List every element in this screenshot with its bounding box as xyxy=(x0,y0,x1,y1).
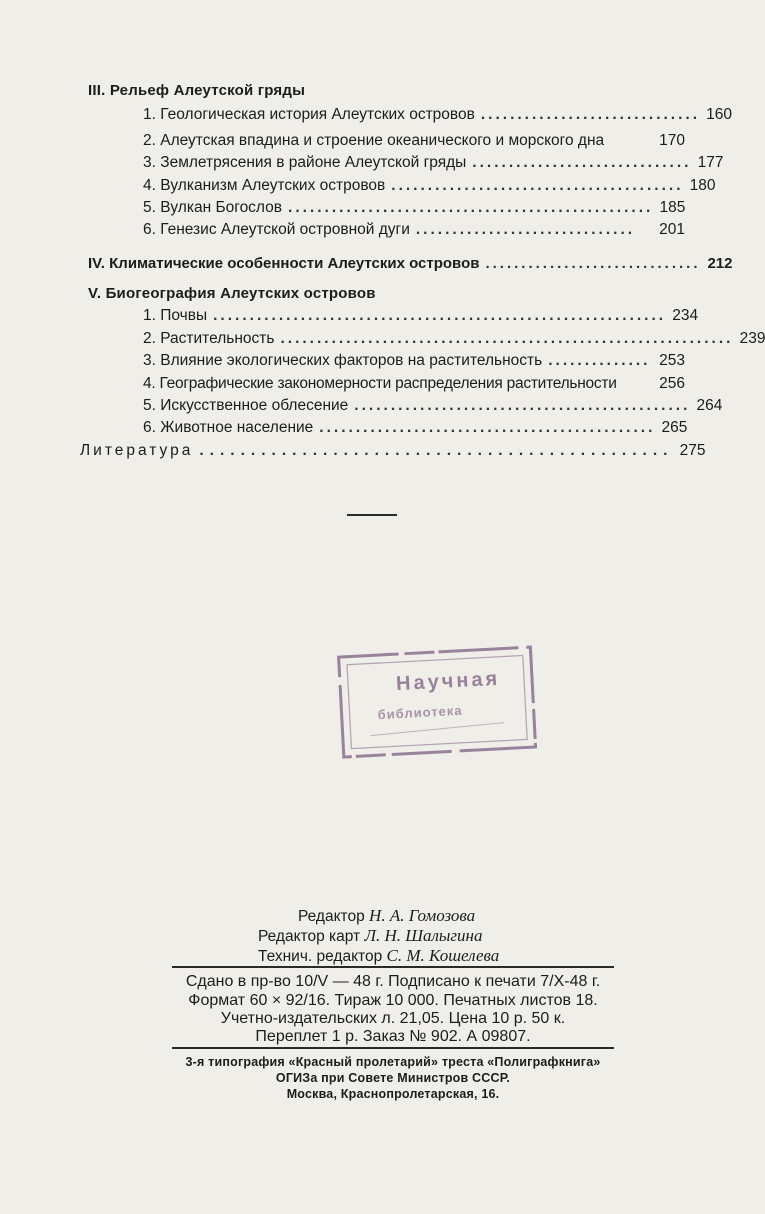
toc-label: 2. Растительность xyxy=(143,330,275,347)
toc-page: 170 xyxy=(659,132,685,149)
map-editor-role: Редактор карт xyxy=(258,928,361,945)
stamp-text-1: Научная xyxy=(395,667,501,696)
dot-leader: .............................. xyxy=(472,154,692,171)
dot-leader: .............................................................. xyxy=(213,307,667,324)
toc-label: 2. Алеутская впадина и строение океанического и морского дна xyxy=(143,132,605,149)
toc-page: 180 xyxy=(689,177,716,194)
toc-page: 253 xyxy=(659,352,685,369)
toc-page: 239 xyxy=(739,330,765,347)
toc-label: 6. Генезис Алеутской островной дуги xyxy=(143,221,410,238)
toc-page: 185 xyxy=(659,199,686,216)
dot-leader: .............................. xyxy=(480,106,701,123)
imprint-line: Формат 60 × 92/16. Тираж 10 000. Печатных листов 18. xyxy=(188,992,598,1009)
toc-row-section-4 xyxy=(88,253,733,275)
toc-page: 212 xyxy=(707,255,733,272)
toc-row xyxy=(143,175,716,197)
toc-row xyxy=(143,328,765,350)
stamp-text-2: библиотека xyxy=(377,702,463,723)
section-title-3: III. Рельеф Алеутской гряды xyxy=(88,82,306,99)
toc-page: 256 xyxy=(659,375,685,392)
toc-row xyxy=(143,130,685,152)
toc-row xyxy=(143,350,685,372)
section-title-4: IV. Климатические особенности Алеутских островов xyxy=(88,255,480,272)
stamp-graphic xyxy=(330,635,546,766)
dot-leader: .............................................. xyxy=(199,442,674,459)
toc-row xyxy=(143,219,685,241)
toc-label: 4. Географические закономерности распределения растительности xyxy=(143,375,617,392)
toc-label: 3. Влияние экологических факторов на растительность xyxy=(143,352,543,369)
toc-label: 6. Животное население xyxy=(143,419,314,436)
tech-editor-role: Технич. редактор xyxy=(258,948,383,965)
toc-label: 5. Искусственное облесение xyxy=(143,397,349,414)
section-title-5: V. Биогеография Алеутских островов xyxy=(88,285,376,302)
dot-leader: .............................................................. xyxy=(280,330,734,347)
dot-leader: .............................................. xyxy=(354,397,691,414)
editor-credit xyxy=(298,906,475,926)
printer-line: ОГИЗа при Совете Министров СССР. xyxy=(275,1071,511,1085)
printer-line: Москва, Краснопролетарская, 16. xyxy=(286,1087,500,1101)
toc-row xyxy=(143,373,685,395)
dot-leader: .............................................. xyxy=(319,419,656,436)
editor-role: Редактор xyxy=(298,908,365,925)
tech-editor-name: С. М. Кошелева xyxy=(386,946,500,965)
toc-page: 201 xyxy=(659,221,685,238)
toc-row xyxy=(143,152,724,174)
dot-leader: .............................. xyxy=(415,221,636,238)
editor-name: Н. А. Гомозова xyxy=(369,906,476,925)
toc-page: 264 xyxy=(696,397,723,414)
imprint-top-rule xyxy=(172,966,614,968)
imprint-line: Сдано в пр-во 10/V — 48 г. Подписано к печати 7/X-48 г. xyxy=(185,973,601,990)
imprint-line: Переплет 1 р. Заказ № 902. А 09807. xyxy=(255,1028,531,1045)
toc-row xyxy=(143,104,733,126)
toc-page: 160 xyxy=(706,106,733,123)
toc-label: 4. Вулканизм Алеутских островов xyxy=(143,177,386,194)
toc-page: 275 xyxy=(679,442,706,459)
tech-editor-credit xyxy=(258,946,499,966)
imprint-line: Учетно-издательских л. 21,05. Цена 10 р. 50 к. xyxy=(220,1010,566,1027)
toc-row-literature xyxy=(80,440,706,462)
map-editor-name: Л. Н. Шалыгина xyxy=(364,926,483,945)
imprint-bottom-rule xyxy=(172,1047,614,1049)
toc-label: 1. Почвы xyxy=(143,307,208,324)
separator-rule xyxy=(347,514,397,516)
dot-leader: .............................. xyxy=(485,255,701,272)
map-editor-credit xyxy=(258,926,482,946)
printer-line: 3-я типография «Красный пролетарий» треста «Полиграфкнига» xyxy=(185,1055,601,1069)
toc-page: 234 xyxy=(672,307,699,324)
dot-leader: .............. xyxy=(548,352,651,369)
toc-page: 177 xyxy=(697,154,724,171)
literature-label: Литература xyxy=(80,442,194,459)
dot-leader: .................................................. xyxy=(288,199,654,216)
library-stamp xyxy=(330,635,546,766)
toc-label: 5. Вулкан Богослов xyxy=(143,199,283,216)
toc-row xyxy=(143,395,723,417)
toc-label: 3. Землетрясения в районе Алеутской гряды xyxy=(143,154,467,171)
toc-row xyxy=(143,305,699,327)
toc-page: 265 xyxy=(661,419,688,436)
toc-row xyxy=(143,417,688,439)
toc-row xyxy=(143,197,685,219)
toc-label: 1. Геологическая история Алеутских островов xyxy=(143,106,475,123)
dot-leader: ........................................ xyxy=(391,177,684,194)
